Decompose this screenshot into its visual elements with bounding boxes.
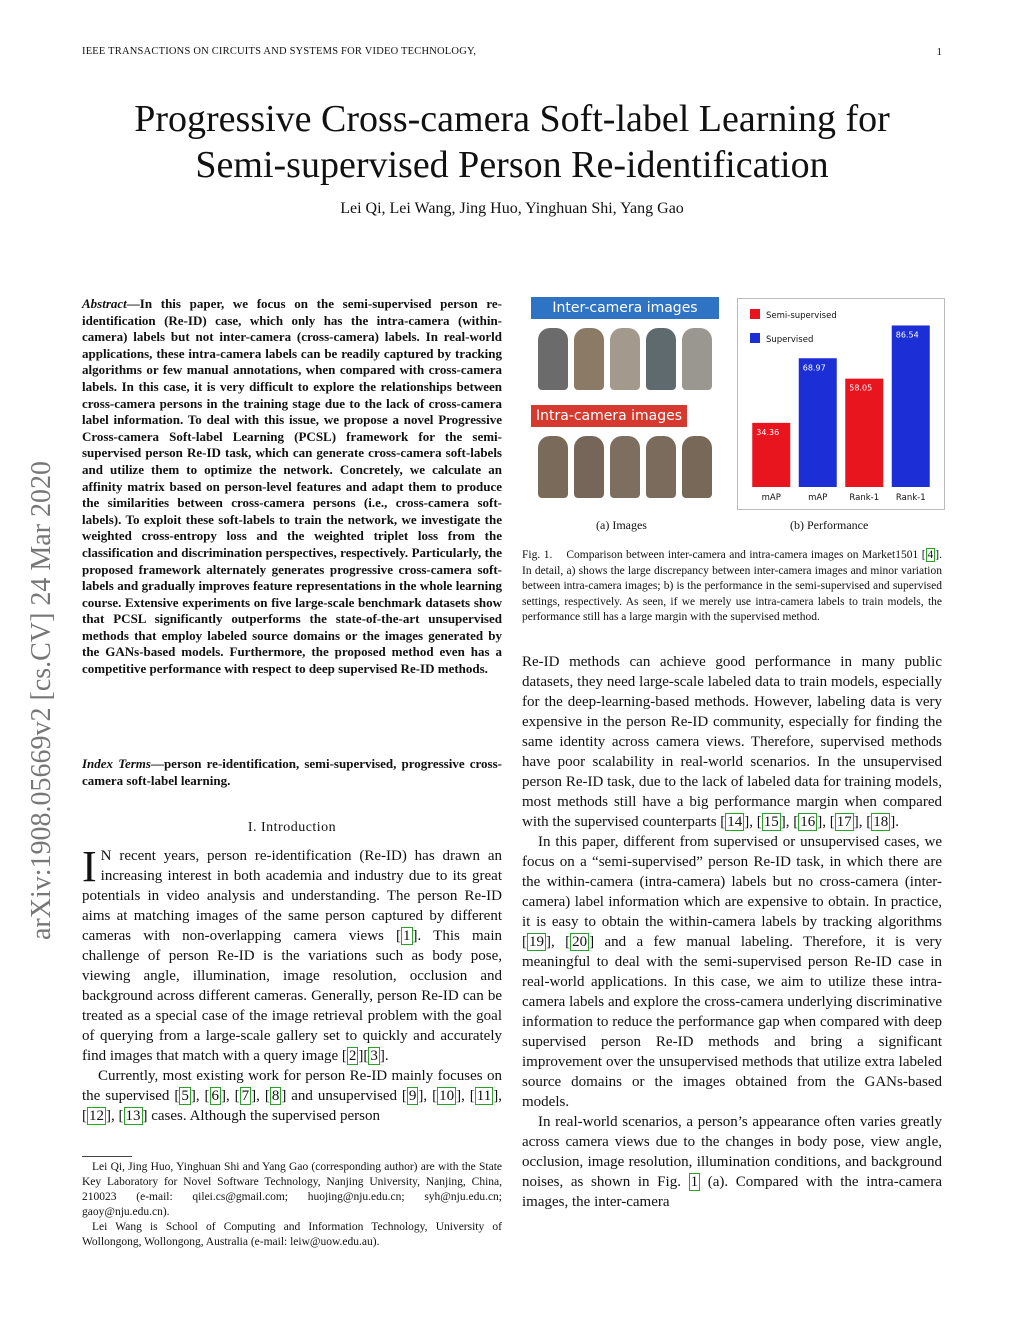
category-tick-label: mAP (808, 493, 828, 503)
legend-label: Semi-supervised (766, 311, 837, 321)
performance-chart (737, 298, 945, 510)
footnote-1: Lei Qi, Jing Huo, Yinghuan Shi and Yang Gao (corresponding author) are with the State Key Laboratory for Novel Software Technology, Nanjing University, Nanjing, China, 210023 (e-mail: qilei.cs@gmail.com; huojing@nju.edu.cn; syh@nju.edu.cn; gaoy@nju.edu.cn). (82, 1161, 502, 1218)
person-image (646, 436, 676, 498)
person-image (574, 328, 604, 390)
citation-link[interactable]: 1 (403, 928, 411, 944)
citation-link[interactable]: 13 (125, 1108, 141, 1124)
person-image (610, 436, 640, 498)
chart-bar (892, 325, 930, 487)
abstract-label: Abstract (82, 296, 127, 311)
citation-link[interactable]: 7 (241, 1088, 250, 1104)
paper-title (60, 96, 964, 188)
citation-link[interactable]: 1 (690, 1174, 699, 1190)
citation-link[interactable]: 6 (211, 1088, 219, 1104)
subcaption-a: (a) Images (596, 518, 647, 532)
caption-head: Fig. 1. (522, 549, 553, 561)
journal-header: IEEE TRANSACTIONS ON CIRCUITS AND SYSTEMS FOR VIDEO TECHNOLOGY, (82, 46, 477, 57)
person-image (646, 328, 676, 390)
caption-text-a: Comparison between inter-camera and intra-camera images on Market1501 [ (566, 549, 926, 561)
bar-value-label: 58.05 (849, 383, 873, 393)
index-terms-text: —person re-identification, semi-supervised, progressive cross-camera soft-label learning. (82, 756, 503, 788)
legend-swatch (750, 333, 760, 343)
person-image (538, 328, 568, 390)
citation-link[interactable]: 11 (476, 1088, 492, 1104)
abstract (82, 296, 502, 678)
subcaption-b: (b) Performance (790, 518, 869, 532)
label-intra-camera: Intra-camera images (530, 404, 688, 428)
intro-sep: ][ (358, 1048, 369, 1064)
citation-link[interactable]: 4 (927, 549, 934, 561)
right-para-3b: (a). Compared with the intra-camera images, the inter-camera (522, 1174, 942, 1210)
intro-para-1a: N recent years, person re-identification (Re-ID) has drawn an increasing interest in both academia and industry due to its great potentials in video analysis and understanding. The person Re-ID aims at matching images of the same person captured by different cameras with non-overlapping camera views [ (82, 848, 502, 944)
right-para-2a: In this paper, different from supervised or unsupervised cases, we focus on a “semi-supervised” person Re-ID task, in which there are the within-camera (intra-camera) labels but no cross-camera (inter-camera) label information which are expensive to obtain. In practice, it is easy to obtain the within-camera labels by tracking algorithms [ (522, 834, 942, 950)
citation-link[interactable]: 18 (873, 814, 889, 830)
person-image (682, 328, 712, 390)
drop-cap: I (82, 842, 97, 891)
person-image (610, 328, 640, 390)
citation-link[interactable]: 16 (800, 814, 816, 830)
footnote-2: Lei Wang is School of Computing and Information Technology, University of Wollongong, Wollongong, Australia (e-mail: leiw@uow.edu.au). (82, 1221, 502, 1248)
footnotes (82, 1160, 502, 1250)
citation-link[interactable]: 20 (572, 934, 588, 950)
section-heading-introduction: I. Introduction (247, 820, 337, 835)
citation-link[interactable]: 2 (348, 1048, 357, 1064)
right-para-3a: In real-world scenarios, a person’s appearance often varies greatly across camera views due to the changes in body pose, view angle, occlusion, image resolution, illumination conditions, and background noises, as shown in Fig. (522, 1114, 942, 1190)
bar-value-label: 34.36 (756, 427, 780, 437)
figure-images (530, 296, 720, 504)
introduction-text: I N recent years, person re-identification (Re-ID) has drawn an increasing interest in both academia and industry due to its great potentials in video analysis and understanding. The person Re-ID aims at matching images of the same person captured by different cameras with non-overlapping camera views [ 1 ]. This main challenge of person Re-ID is the variations such as body pose, viewing angle, illumination, image resolution, occlusion and background across different cameras. Generally, person Re-ID can be treated as a special case of the image retrieval problem with the goal of querying from a large-scale gallery set to quickly and accurately find images that match with a query image [ 2 ][ 3 ]. Currently, most existing work for person Re-ID mainly focuses on the supervised [ 5 ], [ 6 ], [ 7 ], [ 8 ] and unsupervised [ 9 ], [ 10 ], [ 11 ], [ 12 ], [ 13 ] cases. Although the supervised person (82, 842, 502, 1124)
citation-link[interactable]: 17 (836, 814, 852, 830)
category-tick-label: Rank-1 (895, 493, 926, 503)
abstract-text: —In this paper, we focus on the semi-supervised person re-identification (Re-ID) case, which only has the intra-camera (within-camera) labels but not inter-camera (cross-camera) labels. In real-world applications, these intra-camera labels can be readily captured by tracking algorithms or few manual annotations, when compared with cross-camera labels. In this case, it is very difficult to explore the relationships between cross-camera persons in the training stage due to the lack of cross-camera label information. To deal with this issue, we propose a novel Progressive Cross-camera Soft-label Learning (PCSL) framework for the semi-supervised person Re-ID task, which can generate cross-camera soft-labels and utilize them to optimize the network. Concretely, we calculate an affinity matrix based on person-level features and adapt them to produce the similarities between cross-camera persons (i.e., cross-camera soft-labels). To exploit these soft-labels to train the network, we investigate the weighted cross-entropy loss and the weighted triplet loss from the classification and discrimination perspectives, respectively. Particularly, the proposed framework alternately generates progressive cross-camera soft-labels and gradually improves feature representations in the whole learning course. Extensive experiments on five large-scale benchmark datasets show that PCSL significantly outperforms the state-of-the-art unsupervised methods that employ labeled source domains or the images generated by the GANs-based models. Furthermore, the proposed method even has a competitive performance with respect to deep supervised Re-ID methods. (82, 296, 502, 677)
citation-link[interactable]: 9 (408, 1088, 417, 1104)
arxiv-stamp[interactable]: arXiv:1908.05669v2 [cs.CV] 24 Mar 2020 (26, 460, 57, 940)
caption-text-b: ]. In detail, a) shows the large discrepancy between inter-camera images and minor variation between intra-camera images; b) is the performance in the semi-supervised and supervised settings, respectively. As seen, if we merely use intra-camera labels to train models, the performance still has a large margin with the supervised method. (522, 549, 943, 623)
category-tick-label: mAP (761, 493, 781, 503)
chart-svg (738, 299, 944, 509)
person-image (538, 436, 568, 498)
citation-link[interactable]: 3 (370, 1048, 378, 1064)
citation-link[interactable]: 8 (271, 1088, 280, 1104)
chart-bar (845, 379, 883, 487)
right-column-text: Re-ID methods can achieve good performance in many public datasets, they need large-scale labeled data to train models, especially for the deep-learning-based methods. However, labeling data is very expensive in the person Re-ID community, especially for finding the same identity across camera views. Therefore, supervised methods have poor scalability in real-world scenarios. In the unsupervised person Re-ID task, due to the lack of labeled data for training models, most methods still have a big performance margin when compared with the supervised counterparts [ 14 ], [ 15 ], [ 16 ], [ 17 ], [ 18 ]. In this paper, different from supervised or unsupervised cases, we focus on a “semi-supervised” person Re-ID task, in which there are the within-camera (intra-camera) labels but no cross-camera (inter-camera) label information which are expensive to obtain. In practice, it is easy to obtain the within-camera labels by tracking algorithms [ 19 ], [ 20 ] and a few manual labeling. Therefore, it is very meaningful to deal with the semi-supervised person Re-ID case in real-world applications. In this case, we aim to utilize these intra-camera labels and explore the cross-camera underlying discriminative information to reduce the performance gap when compared with deep supervised person Re-ID methods and bring a significant improvement over the unsupervised methods that utilize extra labeled source domains or the images obtained from the GANs-based models. In real-world scenarios, a person’s appearance often varies greatly across camera views due to the changes in body pose, view angle, occlusion, image resolution, illumination conditions, and background noises, as shown in Fig. 1 (a). Compared with the intra-camera images, the inter-camera (522, 654, 942, 1210)
person-image (574, 436, 604, 498)
legend-swatch (750, 309, 760, 319)
figure-caption (522, 548, 942, 626)
label-inter-camera: Inter-camera images (530, 296, 720, 320)
citation-link[interactable]: 14 (727, 814, 743, 830)
title-line-2: Semi-supervised Person Re-identification (195, 144, 829, 186)
intro-para-2c: ] cases. Although the supervised person (142, 1108, 380, 1124)
person-image (682, 436, 712, 498)
chart-bar (799, 358, 837, 487)
right-para-1a: Re-ID methods can achieve good performance in many public datasets, they need large-scale labeled data to train models, especially for the deep-learning-based methods. However, labeling data is very expensive in the person Re-ID community, especially for finding the same identity across camera views. Therefore, supervised methods have poor scalability in real-world scenarios. In the unsupervised person Re-ID task, due to the lack of labeled data for training models, most methods still have a big performance margin when compared with the supervised counterparts [ (522, 654, 942, 830)
citation-link[interactable]: 12 (89, 1108, 104, 1124)
citation-link[interactable]: 19 (529, 934, 544, 950)
citation-link[interactable]: 10 (439, 1088, 455, 1104)
footnote-rule (82, 1156, 132, 1157)
citation-link[interactable]: 15 (763, 814, 779, 830)
legend-label: Supervised (766, 335, 814, 345)
bar-value-label: 86.54 (895, 330, 919, 340)
right-para-2b: ] and a few manual labeling. Therefore, it is very meaningful to deal with the semi-supervised person Re-ID case in real-world applications. In this case, we aim to utilize these intra-camera labels and explore the cross-camera underlying discriminative information to reduce the performance gap when compared with deep supervised person Re-ID methods and bring a significant improvement over the unsupervised methods that utilize extra labeled source domains or the images obtained from the GANs-based models. (522, 934, 942, 1110)
authors: Lei Qi, Lei Wang, Jing Huo, Yinghuan Shi, Yang Gao (340, 200, 684, 217)
intro-para-2b: ] and unsupervised [ (281, 1088, 407, 1104)
intro-para-2a: Currently, most existing work for person Re-ID mainly focuses on the supervised [ (82, 1068, 502, 1104)
citation-link[interactable]: 5 (181, 1088, 189, 1104)
page-number: 1 (936, 46, 942, 58)
intro-para-1c: ]. (379, 1048, 389, 1064)
bar-value-label: 68.97 (802, 363, 826, 373)
index-terms (82, 756, 502, 789)
intro-para-1b: ]. This main challenge of person Re-ID is the variations such as body pose, viewing angle, illumination, image resolution, occlusion and background across different cameras. Generally, person Re-ID can be treated as a special case of the image retrieval problem with the goal of querying from a large-scale gallery set to quickly and accurately find images that match with a query image [ (82, 928, 502, 1064)
right-para-1b: ]. (890, 814, 900, 830)
category-tick-label: Rank-1 (849, 493, 880, 503)
index-terms-label: Index Terms (82, 756, 151, 771)
title-line-1: Progressive Cross-camera Soft-label Learning for (134, 98, 890, 140)
